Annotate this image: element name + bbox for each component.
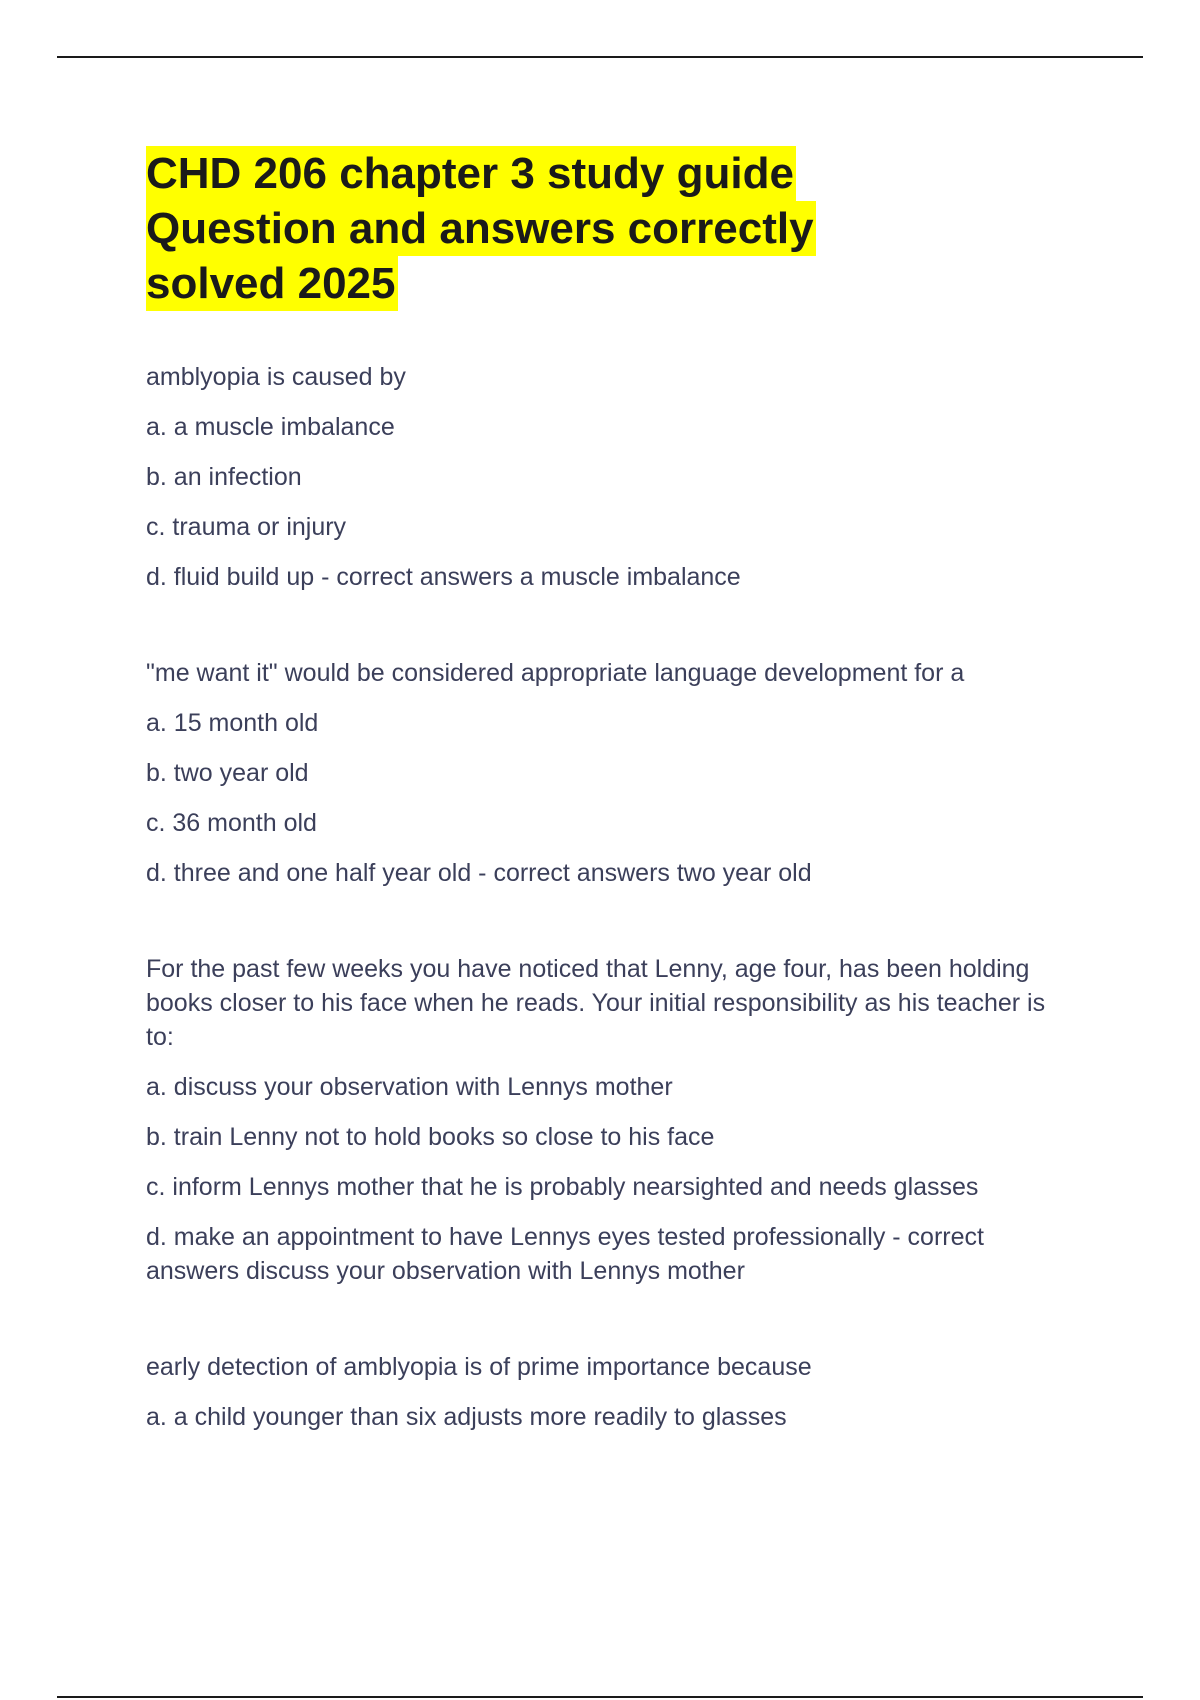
answer-option: d. fluid build up - correct answers a muscle imbalance [146, 563, 741, 591]
question-prompt: For the past few weeks you have noticed that Lenny, age four, has been holding books closer to his face when he reads. Your initial responsibility as his teacher is to: [146, 955, 1046, 1051]
answer-option: c. trauma or injury [146, 513, 347, 541]
question-prompt: amblyopia is caused by [146, 363, 406, 391]
question-1 [146, 360, 1076, 594]
answer-option: d. three and one half year old - correct answers two year old [146, 859, 812, 887]
question-2 [146, 656, 1076, 890]
document-title [146, 146, 946, 311]
answer-option: a. discuss your observation with Lennys mother [146, 1073, 673, 1101]
answer-option: a. a muscle imbalance [146, 413, 395, 441]
title-line-2: Question and answers correctly [146, 201, 816, 256]
answer-option: a. a child younger than six adjusts more readily to glasses [146, 1403, 787, 1431]
answer-option: b. train Lenny not to hold books so close to his face [146, 1123, 715, 1151]
question-prompt: "me want it" would be considered appropriate language development for a [146, 659, 965, 687]
title-line-1: CHD 206 chapter 3 study guide [146, 146, 796, 201]
answer-option: d. make an appointment to have Lennys eyes tested professionally - correct answers discuss your observation with Lennys mother [146, 1223, 984, 1285]
question-4 [146, 1350, 1076, 1434]
bottom-rule [57, 1696, 1143, 1698]
title-line-3: solved 2025 [146, 256, 398, 311]
top-rule [57, 56, 1143, 58]
answer-option: b. two year old [146, 759, 309, 787]
answer-option: b. an infection [146, 463, 302, 491]
answer-option: c. inform Lennys mother that he is probably nearsighted and needs glasses [146, 1173, 979, 1201]
answer-option: c. 36 month old [146, 809, 317, 837]
questions-list [146, 360, 1076, 1450]
answer-option: a. 15 month old [146, 709, 319, 737]
question-3 [146, 952, 1076, 1288]
question-prompt: early detection of amblyopia is of prime importance because [146, 1353, 812, 1381]
